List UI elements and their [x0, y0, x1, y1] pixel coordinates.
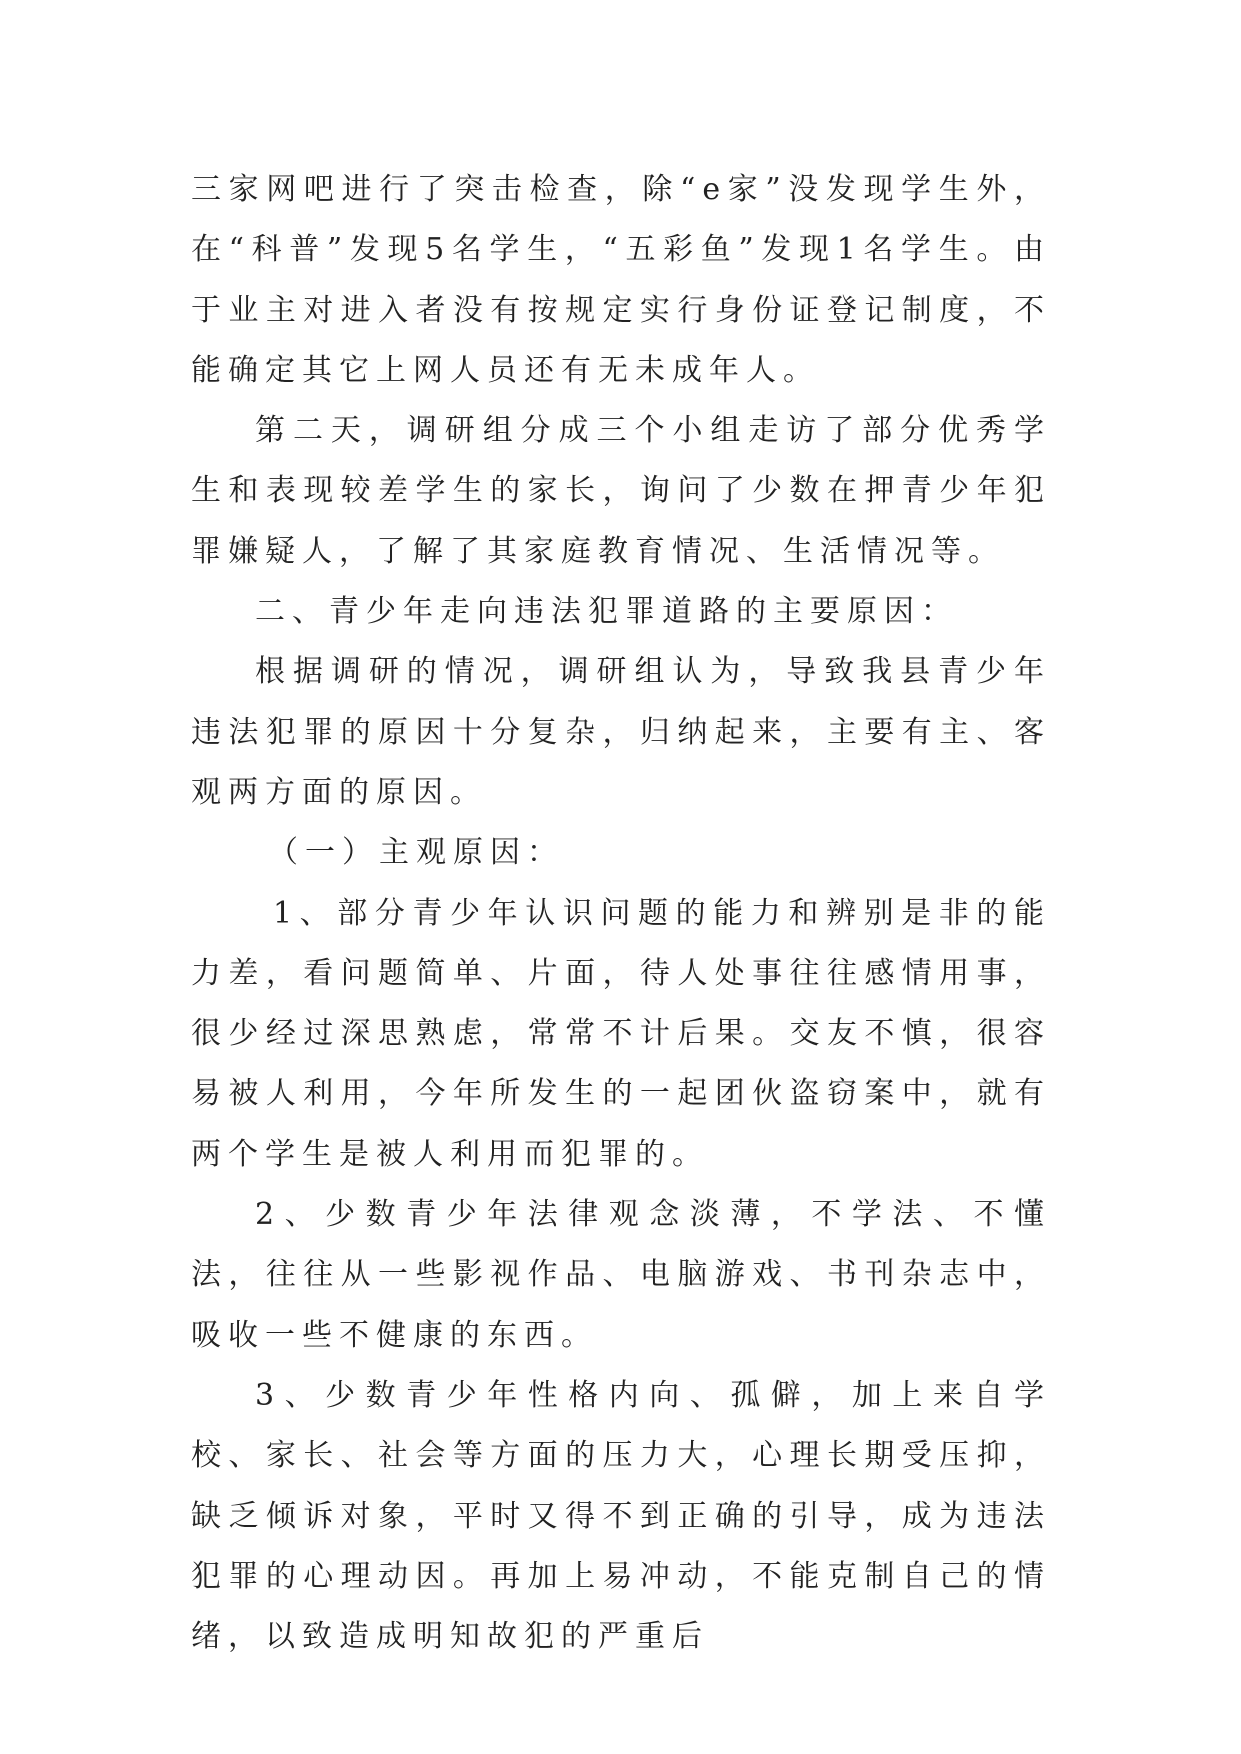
- list-item-cause-3: 3、少数青少年性格内向、孤僻，加上来自学校、家长、社会等方面的压力大，心理长期受压抑，缺乏倾诉对象，平时又得不到正确的引导，成为违法犯罪的心理动因。再加上易冲动，不能克制自己的情绪，以致造成明知故犯的严重后: [191, 1377, 1051, 1655]
- section-heading-main-causes: 二、青少年走向违法犯罪道路的主要原因：: [255, 594, 958, 630]
- paragraph-internet-cafe-inspection: 三家网吧进行了突击检查，除“e家”没发现学生外，在“科普”发现5名学生，“五彩鱼”发现1名学生。由于业主对进入者没有按规定实行身份证登记制度，不能确定其它上网人员还有无未成年人。: [191, 172, 1051, 388]
- list-item-cause-1: 1、部分青少年认识问题的能力和辨别是非的能力差，看问题简单、片面，待人处事往往感情用事，很少经过深思熟虑，常常不计后果。交友不慎，很容易被人利用，今年所发生的一起团伙盗窃案中，就有两个学生是被人利用而犯罪的。: [191, 895, 1051, 1172]
- document-body: [191, 160, 1051, 1667]
- paragraph-causes-overview: 根据调研的情况，调研组认为，导致我县青少年违法犯罪的原因十分复杂，归纳起来，主要有主、客观两方面的原因。: [191, 654, 1051, 810]
- subsection-heading-subjective-causes: （一）主观原因：: [268, 835, 564, 871]
- paragraph-second-day-visits: 第二天，调研组分成三个小组走访了部分优秀学生和表现较差学生的家长，询问了少数在押青少年犯罪嫌疑人，了解了其家庭教育情况、生活情况等。: [191, 413, 1051, 569]
- list-item-cause-2: 2、少数青少年法律观念淡薄，不学法、不懂法，往往从一些影视作品、电脑游戏、书刊杂志中，吸收一些不健康的东西。: [191, 1197, 1051, 1353]
